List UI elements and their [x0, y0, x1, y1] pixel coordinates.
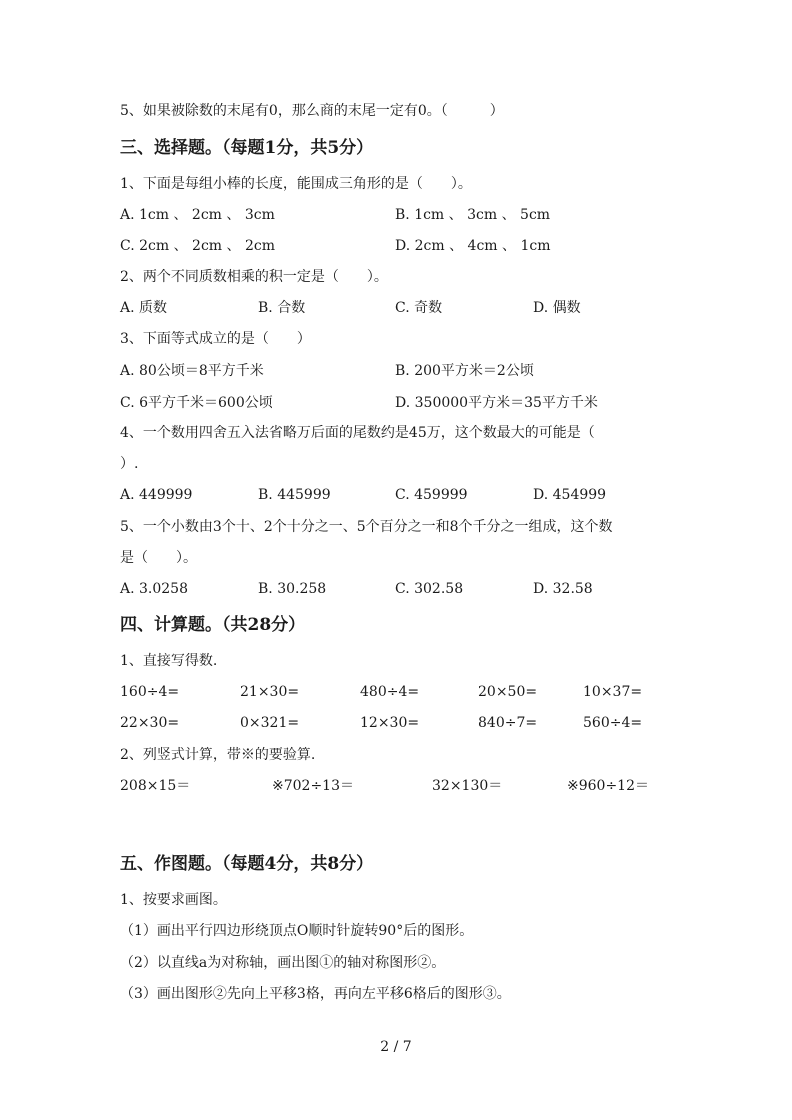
choice-q3-stem: 3、下面等式成立的是（ ）: [120, 331, 311, 347]
choice-q1-option-b: B. 1cm 、 3cm 、 5cm: [395, 207, 551, 223]
choice-q5-option-d: D. 32.58: [533, 581, 593, 597]
choice-q4-option-c: C. 459999: [395, 487, 468, 503]
calc-item: 20×50=: [478, 684, 538, 700]
choice-q5-option-c: C. 302.58: [395, 581, 464, 597]
choice-q4-stem-line2: ）.: [120, 456, 139, 472]
choice-q5-option-b: B. 30.258: [258, 581, 327, 597]
calc-q2-stem: 2、列竖式计算，带※的要验算.: [120, 747, 316, 763]
calc-item: 560÷4=: [583, 715, 643, 731]
choice-q1-option-a: A. 1cm 、 2cm 、 3cm: [120, 207, 275, 223]
vertical-calc-item: ※702÷13＝: [272, 778, 354, 794]
choice-q5-option-a: A. 3.0258: [120, 581, 188, 597]
choice-q1-option-c: C. 2cm 、 2cm 、 2cm: [120, 238, 275, 254]
choice-q4-option-d: D. 454999: [533, 487, 607, 503]
choice-q3-option-a: A. 80公顷＝8平方千米: [120, 363, 264, 379]
judge-question-5: 5、如果被除数的末尾有0，那么商的末尾一定有0。（ ）: [120, 103, 504, 119]
choice-q3-option-c: C. 6平方千米＝600公顷: [120, 395, 273, 411]
calc-item: 840÷7=: [478, 715, 538, 731]
calc-item: 0×321=: [240, 715, 300, 731]
vertical-calc-item: ※960÷12＝: [567, 778, 649, 794]
calc-q1-stem: 1、直接写得数.: [120, 653, 218, 669]
choice-q4-option-a: A. 449999: [120, 487, 193, 503]
choice-q1-stem: 1、下面是每组小棒的长度，能围成三角形的是（ ）。: [120, 176, 472, 192]
calc-item: 22×30=: [120, 715, 180, 731]
drawing-q1-stem: 1、按要求画图。: [120, 892, 227, 908]
choice-q2-stem: 2、两个不同质数相乘的积一定是（ ）。: [120, 269, 388, 285]
calc-item: 160÷4=: [120, 684, 180, 700]
vertical-calc-item: 208×15＝: [120, 778, 191, 794]
choice-q2-option-d: D. 偶数: [533, 300, 581, 316]
choice-q5-stem-line1: 5、一个小数由3个十、2个十分之一、5个百分之一和8个千分之一组成，这个数: [120, 519, 613, 535]
calc-item: 12×30=: [360, 715, 420, 731]
page-number: 2 / 7: [380, 1039, 412, 1055]
drawing-q1-part2: （2）以直线a为对称轴，画出图①的轴对称图形②。: [120, 955, 446, 971]
vertical-calc-item: 32×130＝: [432, 778, 503, 794]
choice-q4-stem-line1: 4、一个数用四舍五入法省略万后面的尾数约是45万，这个数最大的可能是（: [120, 425, 595, 441]
drawing-q1-part1: （1）画出平行四边形绕顶点O顺时针旋转90°后的图形。: [120, 923, 474, 939]
choice-q3-option-d: D. 350000平方米＝35平方千米: [395, 395, 598, 411]
section-3-title: 三、选择题。（每题1分，共5分）: [120, 138, 374, 158]
choice-q2-option-b: B. 合数: [258, 300, 306, 316]
choice-q3-option-b: B. 200平方米＝2公顷: [395, 363, 534, 379]
calc-item: 21×30=: [240, 684, 300, 700]
section-5-title: 五、作图题。（每题4分，共8分）: [120, 854, 374, 874]
choice-q2-option-c: C. 奇数: [395, 300, 443, 316]
section-4-title: 四、计算题。（共28分）: [120, 615, 306, 635]
choice-q1-option-d: D. 2cm 、 4cm 、 1cm: [395, 238, 551, 254]
calc-item: 480÷4=: [360, 684, 420, 700]
choice-q4-option-b: B. 445999: [258, 487, 331, 503]
choice-q5-stem-line2: 是（ ）。: [120, 550, 197, 566]
choice-q2-option-a: A. 质数: [120, 300, 168, 316]
calc-item: 10×37=: [583, 684, 643, 700]
drawing-q1-part3: （3）画出图形②先向上平移3格，再向左平移6格后的图形③。: [120, 986, 511, 1002]
